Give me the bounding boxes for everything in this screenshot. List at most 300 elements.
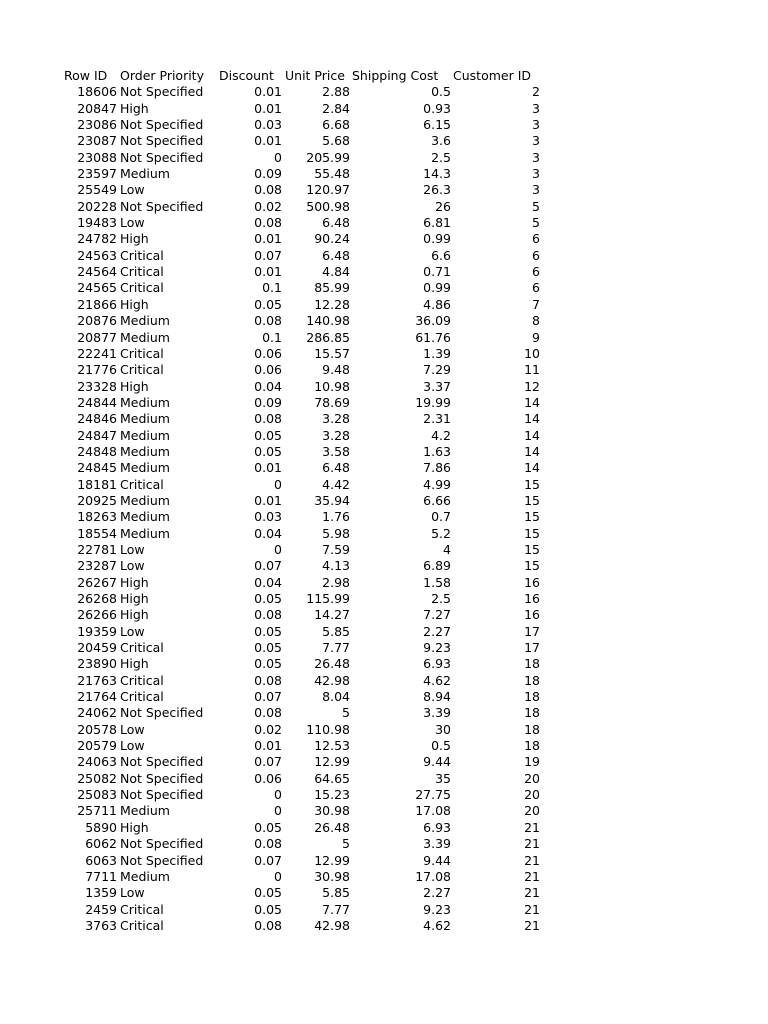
cell-discount: 0.02	[254, 721, 282, 737]
cell-shipping-cost: 2.5	[431, 591, 451, 606]
cell-unit-price: 6.68	[322, 117, 350, 133]
cell-discount: 0.05	[254, 296, 282, 312]
cell-order-priority: Critical	[120, 476, 164, 492]
cell-order-priority: Medium	[120, 492, 170, 508]
cell-discount: 0.03	[254, 117, 282, 133]
cell-shipping-cost: 1.58	[423, 574, 451, 590]
cell-discount: 0	[274, 868, 282, 884]
cell-unit-price: 5.68	[322, 133, 350, 149]
cell-shipping-cost: 30	[435, 721, 451, 737]
cell-discount: 0.05	[254, 427, 282, 443]
cell-customer-id: 14	[524, 460, 540, 476]
cell-row-id: 24564	[77, 264, 117, 280]
cell-customer-id: 15	[524, 509, 540, 525]
cell-discount: 0.06	[254, 345, 282, 361]
cell-customer-id: 15	[524, 476, 540, 492]
cell-customer-id: 18	[524, 738, 540, 754]
cell-customer-id: 12	[524, 378, 540, 394]
table-row	[0, 558, 768, 574]
cell-row-id: 18181	[77, 476, 117, 492]
cell-order-priority: Low	[120, 738, 145, 754]
cell-discount: 0.08	[254, 705, 282, 721]
cell-row-id: 18554	[77, 525, 117, 541]
cell-discount: 0.1	[262, 280, 282, 296]
cell-shipping-cost: 1.39	[423, 345, 451, 361]
cell-discount: 0	[274, 541, 282, 557]
cell-unit-price: 5.98	[322, 525, 350, 541]
cell-discount: 0.08	[254, 836, 282, 852]
cell-shipping-cost: 4.99	[423, 476, 451, 492]
table-row	[0, 280, 768, 296]
table-row	[0, 705, 768, 721]
cell-order-priority: High	[120, 574, 149, 590]
cell-order-priority: Medium	[120, 313, 170, 329]
cell-unit-price: 3.28	[322, 427, 350, 443]
cell-shipping-cost: 0.5	[431, 738, 451, 754]
cell-unit-price: 26.48	[314, 819, 350, 835]
table-row	[0, 853, 768, 869]
cell-shipping-cost: 2.31	[423, 411, 451, 427]
cell-discount: 0	[274, 476, 282, 492]
table-row	[0, 509, 768, 525]
cell-order-priority: High	[120, 607, 149, 623]
cell-unit-price: 15.57	[314, 345, 350, 361]
cell-order-priority: Not Specified	[120, 84, 204, 100]
cell-unit-price: 15.23	[314, 787, 350, 803]
cell-unit-price: 78.69	[314, 394, 350, 410]
cell-unit-price: 30.98	[314, 868, 350, 884]
cell-row-id: 23086	[77, 117, 117, 133]
cell-customer-id: 20	[524, 803, 540, 819]
cell-discount: 0.05	[254, 656, 282, 672]
cell-shipping-cost: 26	[435, 198, 451, 214]
cell-unit-price: 12.99	[314, 852, 350, 868]
cell-order-priority: Not Specified	[120, 117, 204, 133]
cell-row-id: 26266	[77, 607, 117, 623]
cell-customer-id: 21	[524, 885, 540, 901]
cell-shipping-cost: 36.09	[415, 313, 451, 329]
cell-customer-id: 18	[524, 721, 540, 737]
cell-row-id: 2459	[85, 901, 117, 917]
cell-unit-price: 55.48	[314, 166, 350, 182]
table-row	[0, 689, 768, 705]
cell-unit-price: 85.99	[314, 280, 350, 296]
cell-customer-id: 6	[532, 280, 540, 296]
cell-unit-price: 205.99	[306, 149, 350, 165]
table-row	[0, 787, 768, 803]
table-row	[0, 673, 768, 689]
cell-shipping-cost: 2.27	[423, 623, 451, 639]
cell-customer-id: 21	[524, 836, 540, 852]
cell-shipping-cost: 9.23	[423, 640, 451, 656]
cell-order-priority: Low	[120, 541, 145, 557]
cell-shipping-cost: 0.99	[423, 231, 451, 247]
table-row	[0, 542, 768, 558]
cell-shipping-cost: 7.27	[423, 607, 451, 623]
cell-unit-price: 5	[342, 836, 350, 852]
cell-order-priority: Critical	[120, 264, 164, 280]
table-row	[0, 836, 768, 852]
cell-order-priority: Medium	[120, 411, 170, 427]
cell-customer-id: 18	[524, 672, 540, 688]
cell-unit-price: 12.99	[314, 754, 350, 770]
cell-customer-id: 17	[524, 623, 540, 639]
cell-row-id: 20925	[77, 492, 117, 508]
cell-customer-id: 14	[524, 427, 540, 443]
cell-shipping-cost: 4.2	[431, 427, 451, 443]
cell-shipping-cost: 6.15	[423, 117, 451, 133]
cell-row-id: 18263	[77, 509, 117, 525]
cell-order-priority: Not Specified	[120, 754, 204, 770]
cell-row-id: 6063	[85, 852, 117, 868]
cell-unit-price: 2.88	[322, 84, 350, 100]
table-row	[0, 182, 768, 198]
table-row	[0, 411, 768, 427]
cell-shipping-cost: 17.08	[415, 868, 451, 884]
cell-row-id: 1359	[85, 885, 117, 901]
cell-shipping-cost: 9.23	[423, 901, 451, 917]
cell-unit-price: 4.84	[322, 264, 350, 280]
data-table	[0, 68, 768, 934]
cell-discount: 0.09	[254, 394, 282, 410]
cell-order-priority: Critical	[120, 345, 164, 361]
cell-customer-id: 18	[524, 656, 540, 672]
table-row	[0, 101, 768, 117]
cell-row-id: 23287	[77, 558, 117, 574]
cell-unit-price: 120.97	[306, 182, 350, 198]
cell-row-id: 19359	[77, 623, 117, 639]
cell-discount: 0.04	[254, 378, 282, 394]
cell-shipping-cost: 6.66	[423, 492, 451, 508]
cell-row-id: 25711	[77, 803, 117, 819]
cell-discount: 0.08	[254, 313, 282, 329]
cell-unit-price: 7.77	[322, 640, 350, 656]
cell-unit-price: 3.28	[322, 411, 350, 427]
cell-discount: 0.07	[254, 247, 282, 263]
table-row	[0, 166, 768, 182]
cell-discount: 0.01	[254, 460, 282, 476]
header-discount: Discount	[219, 68, 274, 83]
table-row	[0, 460, 768, 476]
cell-customer-id: 21	[524, 852, 540, 868]
cell-customer-id: 6	[532, 247, 540, 263]
cell-discount: 0.05	[254, 591, 282, 606]
cell-shipping-cost: 6.81	[423, 215, 451, 231]
table-row	[0, 902, 768, 918]
cell-customer-id: 6	[532, 231, 540, 247]
cell-discount: 0.01	[254, 492, 282, 508]
cell-row-id: 25083	[77, 787, 117, 803]
cell-unit-price: 1.76	[322, 509, 350, 525]
cell-row-id: 22781	[77, 541, 117, 557]
table-row	[0, 133, 768, 149]
cell-discount: 0.01	[254, 100, 282, 116]
cell-customer-id: 21	[524, 868, 540, 884]
cell-customer-id: 2	[532, 84, 540, 100]
cell-row-id: 23087	[77, 133, 117, 149]
table-row	[0, 803, 768, 819]
cell-order-priority: Medium	[120, 329, 170, 345]
cell-order-priority: Not Specified	[120, 133, 204, 149]
cell-shipping-cost: 3.37	[423, 378, 451, 394]
table-row	[0, 885, 768, 901]
cell-unit-price: 10.98	[314, 378, 350, 394]
cell-row-id: 6062	[85, 836, 117, 852]
cell-order-priority: Critical	[120, 280, 164, 296]
table-row	[0, 754, 768, 770]
cell-row-id: 21763	[77, 672, 117, 688]
cell-customer-id: 8	[532, 313, 540, 329]
table-row	[0, 444, 768, 460]
cell-shipping-cost: 61.76	[415, 329, 451, 345]
cell-customer-id: 15	[524, 525, 540, 541]
cell-order-priority: Not Specified	[120, 787, 204, 803]
cell-shipping-cost: 4.86	[423, 296, 451, 312]
cell-order-priority: Low	[120, 182, 145, 198]
table-row	[0, 264, 768, 280]
cell-customer-id: 18	[524, 705, 540, 721]
table-row	[0, 477, 768, 493]
cell-row-id: 23597	[77, 166, 117, 182]
cell-shipping-cost: 0.71	[423, 264, 451, 280]
cell-order-priority: Critical	[120, 247, 164, 263]
header-shipping-cost: Shipping Cost	[352, 68, 439, 83]
cell-unit-price: 110.98	[306, 721, 350, 737]
header-row-id: Row ID	[64, 68, 108, 83]
cell-row-id: 23088	[77, 149, 117, 165]
cell-order-priority: High	[120, 819, 149, 835]
table-row	[0, 526, 768, 542]
cell-unit-price: 42.98	[314, 917, 350, 933]
cell-unit-price: 9.48	[322, 362, 350, 378]
cell-shipping-cost: 17.08	[415, 803, 451, 819]
table-row	[0, 379, 768, 395]
cell-order-priority: High	[120, 378, 149, 394]
cell-discount: 0.08	[254, 215, 282, 231]
cell-shipping-cost: 9.44	[423, 754, 451, 770]
cell-unit-price: 90.24	[314, 231, 350, 247]
cell-row-id: 24782	[77, 231, 117, 247]
cell-unit-price: 26.48	[314, 656, 350, 672]
cell-order-priority: Critical	[120, 362, 164, 378]
cell-discount: 0.08	[254, 411, 282, 427]
cell-shipping-cost: 35	[435, 770, 451, 786]
cell-shipping-cost: 2.5	[431, 149, 451, 165]
cell-shipping-cost: 19.99	[415, 394, 451, 410]
cell-discount: 0	[274, 787, 282, 803]
cell-shipping-cost: 3.39	[423, 836, 451, 852]
cell-row-id: 24063	[77, 754, 117, 770]
cell-discount: 0	[274, 803, 282, 819]
table-row	[0, 493, 768, 509]
cell-discount: 0.09	[254, 166, 282, 182]
cell-order-priority: Critical	[120, 917, 164, 933]
cell-shipping-cost: 7.86	[423, 460, 451, 476]
cell-customer-id: 14	[524, 394, 540, 410]
cell-discount: 0.01	[254, 84, 282, 100]
cell-customer-id: 3	[532, 117, 540, 133]
cell-row-id: 19483	[77, 215, 117, 231]
cell-order-priority: Not Specified	[120, 836, 204, 852]
cell-unit-price: 12.53	[314, 738, 350, 754]
table-row	[0, 624, 768, 640]
cell-unit-price: 14.27	[314, 607, 350, 623]
cell-row-id: 7711	[85, 868, 117, 884]
cell-row-id: 25549	[77, 182, 117, 198]
cell-discount: 0.08	[254, 917, 282, 933]
cell-row-id: 24846	[77, 411, 117, 427]
cell-discount: 0.08	[254, 672, 282, 688]
cell-customer-id: 3	[532, 133, 540, 149]
header-customer-id: Customer ID	[453, 68, 532, 83]
cell-order-priority: Medium	[120, 509, 170, 525]
cell-unit-price: 5.85	[322, 623, 350, 639]
cell-order-priority: Low	[120, 721, 145, 737]
cell-discount: 0.04	[254, 525, 282, 541]
cell-row-id: 26267	[77, 574, 117, 590]
cell-unit-price: 4.13	[322, 558, 350, 574]
cell-row-id: 20459	[77, 640, 117, 656]
cell-discount: 0.05	[254, 901, 282, 917]
cell-unit-price: 2.84	[322, 100, 350, 116]
cell-order-priority: Medium	[120, 427, 170, 443]
table-row	[0, 330, 768, 346]
cell-row-id: 21764	[77, 689, 117, 705]
cell-discount: 0.01	[254, 738, 282, 754]
table-row	[0, 738, 768, 754]
table-row	[0, 117, 768, 133]
table-row	[0, 150, 768, 166]
cell-unit-price: 4.42	[322, 476, 350, 492]
cell-row-id: 25082	[77, 770, 117, 786]
cell-unit-price: 8.04	[322, 689, 350, 705]
cell-discount: 0.1	[262, 329, 282, 345]
cell-shipping-cost: 26.3	[423, 182, 451, 198]
table-row	[0, 607, 768, 623]
cell-row-id: 21866	[77, 296, 117, 312]
cell-order-priority: Low	[120, 885, 145, 901]
table-row	[0, 771, 768, 787]
cell-order-priority: Medium	[120, 460, 170, 476]
cell-row-id: 23890	[77, 656, 117, 672]
cell-discount: 0.02	[254, 198, 282, 214]
cell-customer-id: 21	[524, 819, 540, 835]
cell-shipping-cost: 2.27	[423, 885, 451, 901]
cell-discount: 0.05	[254, 443, 282, 459]
table-row	[0, 231, 768, 247]
table-row	[0, 918, 768, 934]
table-row	[0, 313, 768, 329]
cell-customer-id: 11	[524, 362, 540, 378]
cell-shipping-cost: 14.3	[423, 166, 451, 182]
cell-shipping-cost: 9.44	[423, 852, 451, 868]
table-row	[0, 869, 768, 885]
cell-order-priority: Critical	[120, 640, 164, 656]
cell-discount: 0.05	[254, 819, 282, 835]
cell-shipping-cost: 5.2	[431, 525, 451, 541]
cell-row-id: 20876	[77, 313, 117, 329]
cell-row-id: 20877	[77, 329, 117, 345]
cell-row-id: 21776	[77, 362, 117, 378]
cell-discount: 0.06	[254, 770, 282, 786]
cell-unit-price: 64.65	[314, 770, 350, 786]
table-row	[0, 84, 768, 100]
cell-shipping-cost: 6.93	[423, 819, 451, 835]
cell-customer-id: 21	[524, 901, 540, 917]
cell-order-priority: High	[120, 100, 149, 116]
cell-customer-id: 20	[524, 770, 540, 786]
cell-discount: 0.08	[254, 182, 282, 198]
cell-unit-price: 42.98	[314, 672, 350, 688]
cell-row-id: 24062	[77, 705, 117, 721]
cell-row-id: 24848	[77, 443, 117, 459]
cell-order-priority: Medium	[120, 166, 170, 182]
cell-order-priority: Medium	[120, 394, 170, 410]
cell-order-priority: Not Specified	[120, 198, 204, 214]
cell-discount: 0.06	[254, 362, 282, 378]
cell-unit-price: 3.58	[322, 443, 350, 459]
cell-unit-price: 5.85	[322, 885, 350, 901]
cell-row-id: 24847	[77, 427, 117, 443]
cell-discount: 0.03	[254, 509, 282, 525]
cell-unit-price: 30.98	[314, 803, 350, 819]
cell-discount: 0	[274, 149, 282, 165]
cell-shipping-cost: 0.7	[431, 509, 451, 525]
cell-row-id: 20578	[77, 721, 117, 737]
header-unit-price: Unit Price	[285, 68, 345, 83]
cell-unit-price: 115.99	[306, 591, 350, 606]
cell-order-priority: Critical	[120, 901, 164, 917]
cell-unit-price: 6.48	[322, 247, 350, 263]
header-row	[0, 68, 768, 84]
cell-row-id: 26268	[77, 591, 117, 606]
cell-order-priority: Not Specified	[120, 705, 204, 721]
cell-shipping-cost: 3.6	[431, 133, 451, 149]
table-row	[0, 395, 768, 411]
cell-shipping-cost: 0.99	[423, 280, 451, 296]
table-row	[0, 820, 768, 836]
cell-customer-id: 18	[524, 689, 540, 705]
cell-customer-id: 14	[524, 411, 540, 427]
cell-order-priority: Critical	[120, 689, 164, 705]
cell-shipping-cost: 4	[443, 541, 451, 557]
cell-customer-id: 9	[532, 329, 540, 345]
cell-row-id: 24565	[77, 280, 117, 296]
table-row	[0, 591, 768, 607]
cell-customer-id: 3	[532, 100, 540, 116]
cell-customer-id: 10	[524, 345, 540, 361]
cell-unit-price: 6.48	[322, 460, 350, 476]
cell-shipping-cost: 3.39	[423, 705, 451, 721]
cell-customer-id: 3	[532, 166, 540, 182]
cell-order-priority: Medium	[120, 443, 170, 459]
cell-discount: 0.05	[254, 623, 282, 639]
cell-row-id: 22241	[77, 345, 117, 361]
cell-row-id: 20579	[77, 738, 117, 754]
cell-order-priority: Low	[120, 215, 145, 231]
cell-shipping-cost: 7.29	[423, 362, 451, 378]
cell-shipping-cost: 4.62	[423, 917, 451, 933]
cell-discount: 0.08	[254, 607, 282, 623]
cell-row-id: 23328	[77, 378, 117, 394]
cell-shipping-cost: 4.62	[423, 672, 451, 688]
cell-customer-id: 14	[524, 443, 540, 459]
cell-discount: 0.05	[254, 885, 282, 901]
cell-shipping-cost: 0.93	[423, 100, 451, 116]
cell-discount: 0.07	[254, 852, 282, 868]
cell-row-id: 20847	[77, 100, 117, 116]
cell-unit-price: 140.98	[306, 313, 350, 329]
